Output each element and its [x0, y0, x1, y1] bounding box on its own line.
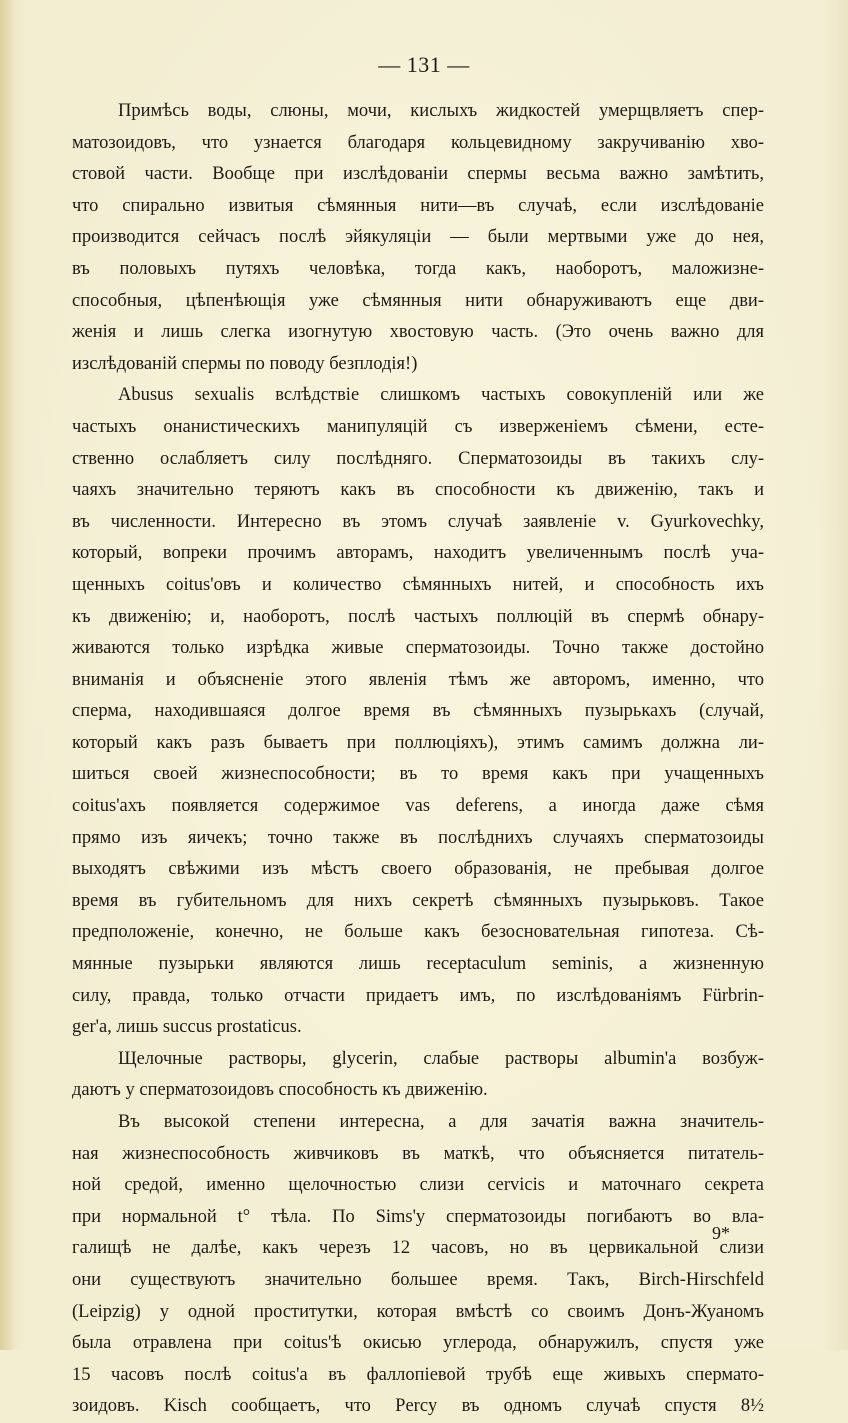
text-line: что спирально извитыя сѣмянныя нити—въ случаѣ, если изслѣдованіе — [72, 195, 764, 216]
text-line: частыхъ онанистическихъ манипуляцій съ изверженіемъ сѣмени, есте- — [72, 416, 764, 437]
page-number: — 131 — — [378, 52, 470, 77]
text-line: въ половыхъ путяхъ человѣка, тогда какъ, наоборотъ, маложизне- — [72, 258, 764, 279]
text-line: Примѣсь воды, слюны, мочи, кислыхъ жидкостей умерщвляетъ спер- — [118, 101, 764, 121]
text-line: выходятъ свѣжими изъ мѣстъ своего образованія, не пребывая долгое — [72, 859, 764, 880]
printer-signature-mark: 9* — [712, 1223, 730, 1243]
text-line: Abusus sexualis вслѣдствіе слишкомъ частыхъ совокупленій или же — [118, 385, 764, 406]
text-line: способныя, цѣпенѣющія уже сѣмянныя нити обнаруживаютъ еще дви- — [72, 290, 764, 311]
text-line: время въ губительномъ для нихъ секретѣ сѣмянныхъ пузырьковъ. Такое — [72, 890, 764, 911]
text-line: зоидовъ. Kisch сообщаетъ, что Percy въ одномъ случаѣ спустя 8½ — [72, 1396, 764, 1417]
paragraph — [72, 96, 764, 380]
text-line: чаяхъ значительно теряютъ какъ въ способности къ движенію, такъ и — [72, 480, 764, 501]
text-line: ственно ослабляетъ силу послѣдняго. Сперматозоиды въ такихъ слу- — [72, 448, 764, 469]
text-line: сперма, находившаяся долгое время въ сѣмянныхъ пузырькахъ (случай, — [72, 701, 764, 722]
text-line: производится сейчасъ послѣ эйякуляціи — были мертвыми уже до нея, — [72, 227, 764, 248]
text-line: ger'а, лишь succus prostaticus. — [72, 1017, 302, 1038]
text-line: ной средой, именно щелочностью слизи cervicis и маточнаго секрета — [72, 1175, 764, 1196]
text-line: coitus'ахъ появляется содержимое vas deferens, а иногда даже сѣмя — [72, 796, 764, 817]
text-line: мянные пузырьки являются лишь receptaculum seminis, а жизненную — [72, 954, 764, 975]
text-line: женія и лишь слегка изогнутую хвостовую часть. (Это очень важно для — [72, 322, 764, 343]
page-edge-shadow — [0, 0, 14, 1350]
text-line: къ движенію; и, наоборотъ, послѣ частыхъ поллюцій въ спермѣ обнару- — [72, 606, 764, 627]
text-line: живаются только изрѣдка живые сперматозоиды. Точно также достойно — [72, 638, 764, 659]
text-line: изслѣдованій спермы по поводу безплодія!) — [72, 353, 418, 374]
text-line: даютъ у сперматозоидовъ способность къ движенію. — [72, 1080, 488, 1101]
body-text — [72, 96, 764, 1423]
text-line: была отравлена при coitus'ѣ окисью углерода, обнаружилъ, спустя уже — [72, 1333, 764, 1354]
text-line: который, вопреки прочимъ авторамъ, находитъ увеличеннымъ послѣ уча- — [72, 543, 764, 564]
text-line: шиться своей жизнеспособности; въ то время какъ при учащенныхъ — [72, 764, 764, 785]
text-line: матозоидовъ, что узнается благодаря кольцевидному закручиванію хво- — [72, 132, 764, 153]
paragraph — [72, 1107, 764, 1423]
text-line: Щелочные растворы, glycerin, слабые растворы albumin'а возбуж- — [118, 1048, 764, 1069]
text-line: галищѣ не далѣе, какъ черезъ 12 часовъ, но въ цервикальной слизи — [72, 1238, 764, 1259]
text-line: прямо изъ яичекъ; точно также въ послѣднихъ случаяхъ сперматозоиды — [72, 827, 764, 848]
text-line: они существуютъ значительно большее время. Такъ, Birch-Hirschfeld — [72, 1269, 764, 1290]
paragraph — [72, 1044, 764, 1107]
text-line: который какъ разъ бываетъ при поллюціяхъ), этимъ самимъ должна ли- — [72, 732, 764, 753]
text-line: силу, правда, только отчасти придаетъ имъ, по изслѣдованіямъ Fürbrin- — [72, 985, 764, 1006]
paragraph — [72, 380, 764, 1043]
text-line: при нормальной t° тѣла. По Sims'у сперматозоиды погибаютъ во вла- — [72, 1206, 764, 1227]
text-line: 15 часовъ послѣ coitus'а въ фаллопіевой трубѣ еще живыхъ спермато- — [72, 1364, 764, 1385]
text-line: стовой части. Вообще при изслѣдованіи спермы весьма важно замѣтить, — [72, 164, 764, 185]
text-line: щенныхъ coitus'овъ и количество сѣмянныхъ нитей, и способность ихъ — [72, 574, 764, 595]
text-line: въ численности. Интересно въ этомъ случаѣ заявленіе v. Gyurkovechky, — [72, 511, 764, 532]
text-line: (Leipzig) у одной проститутки, которая вмѣстѣ со своимъ Донъ-Жуаномъ — [72, 1301, 764, 1322]
text-line: предположеніе, конечно, не больше какъ безосновательная гипотеза. Сѣ- — [72, 922, 764, 943]
text-line: ная жизнеспособность живчиковъ въ маткѣ, что объясняется питатель- — [72, 1143, 764, 1164]
text-line: Въ высокой степени интересна, а для зачатія важна значитель- — [118, 1112, 764, 1132]
text-line: вниманія и объясненіе этого явленія тѣмъ же авторомъ, именно, что — [72, 669, 764, 690]
